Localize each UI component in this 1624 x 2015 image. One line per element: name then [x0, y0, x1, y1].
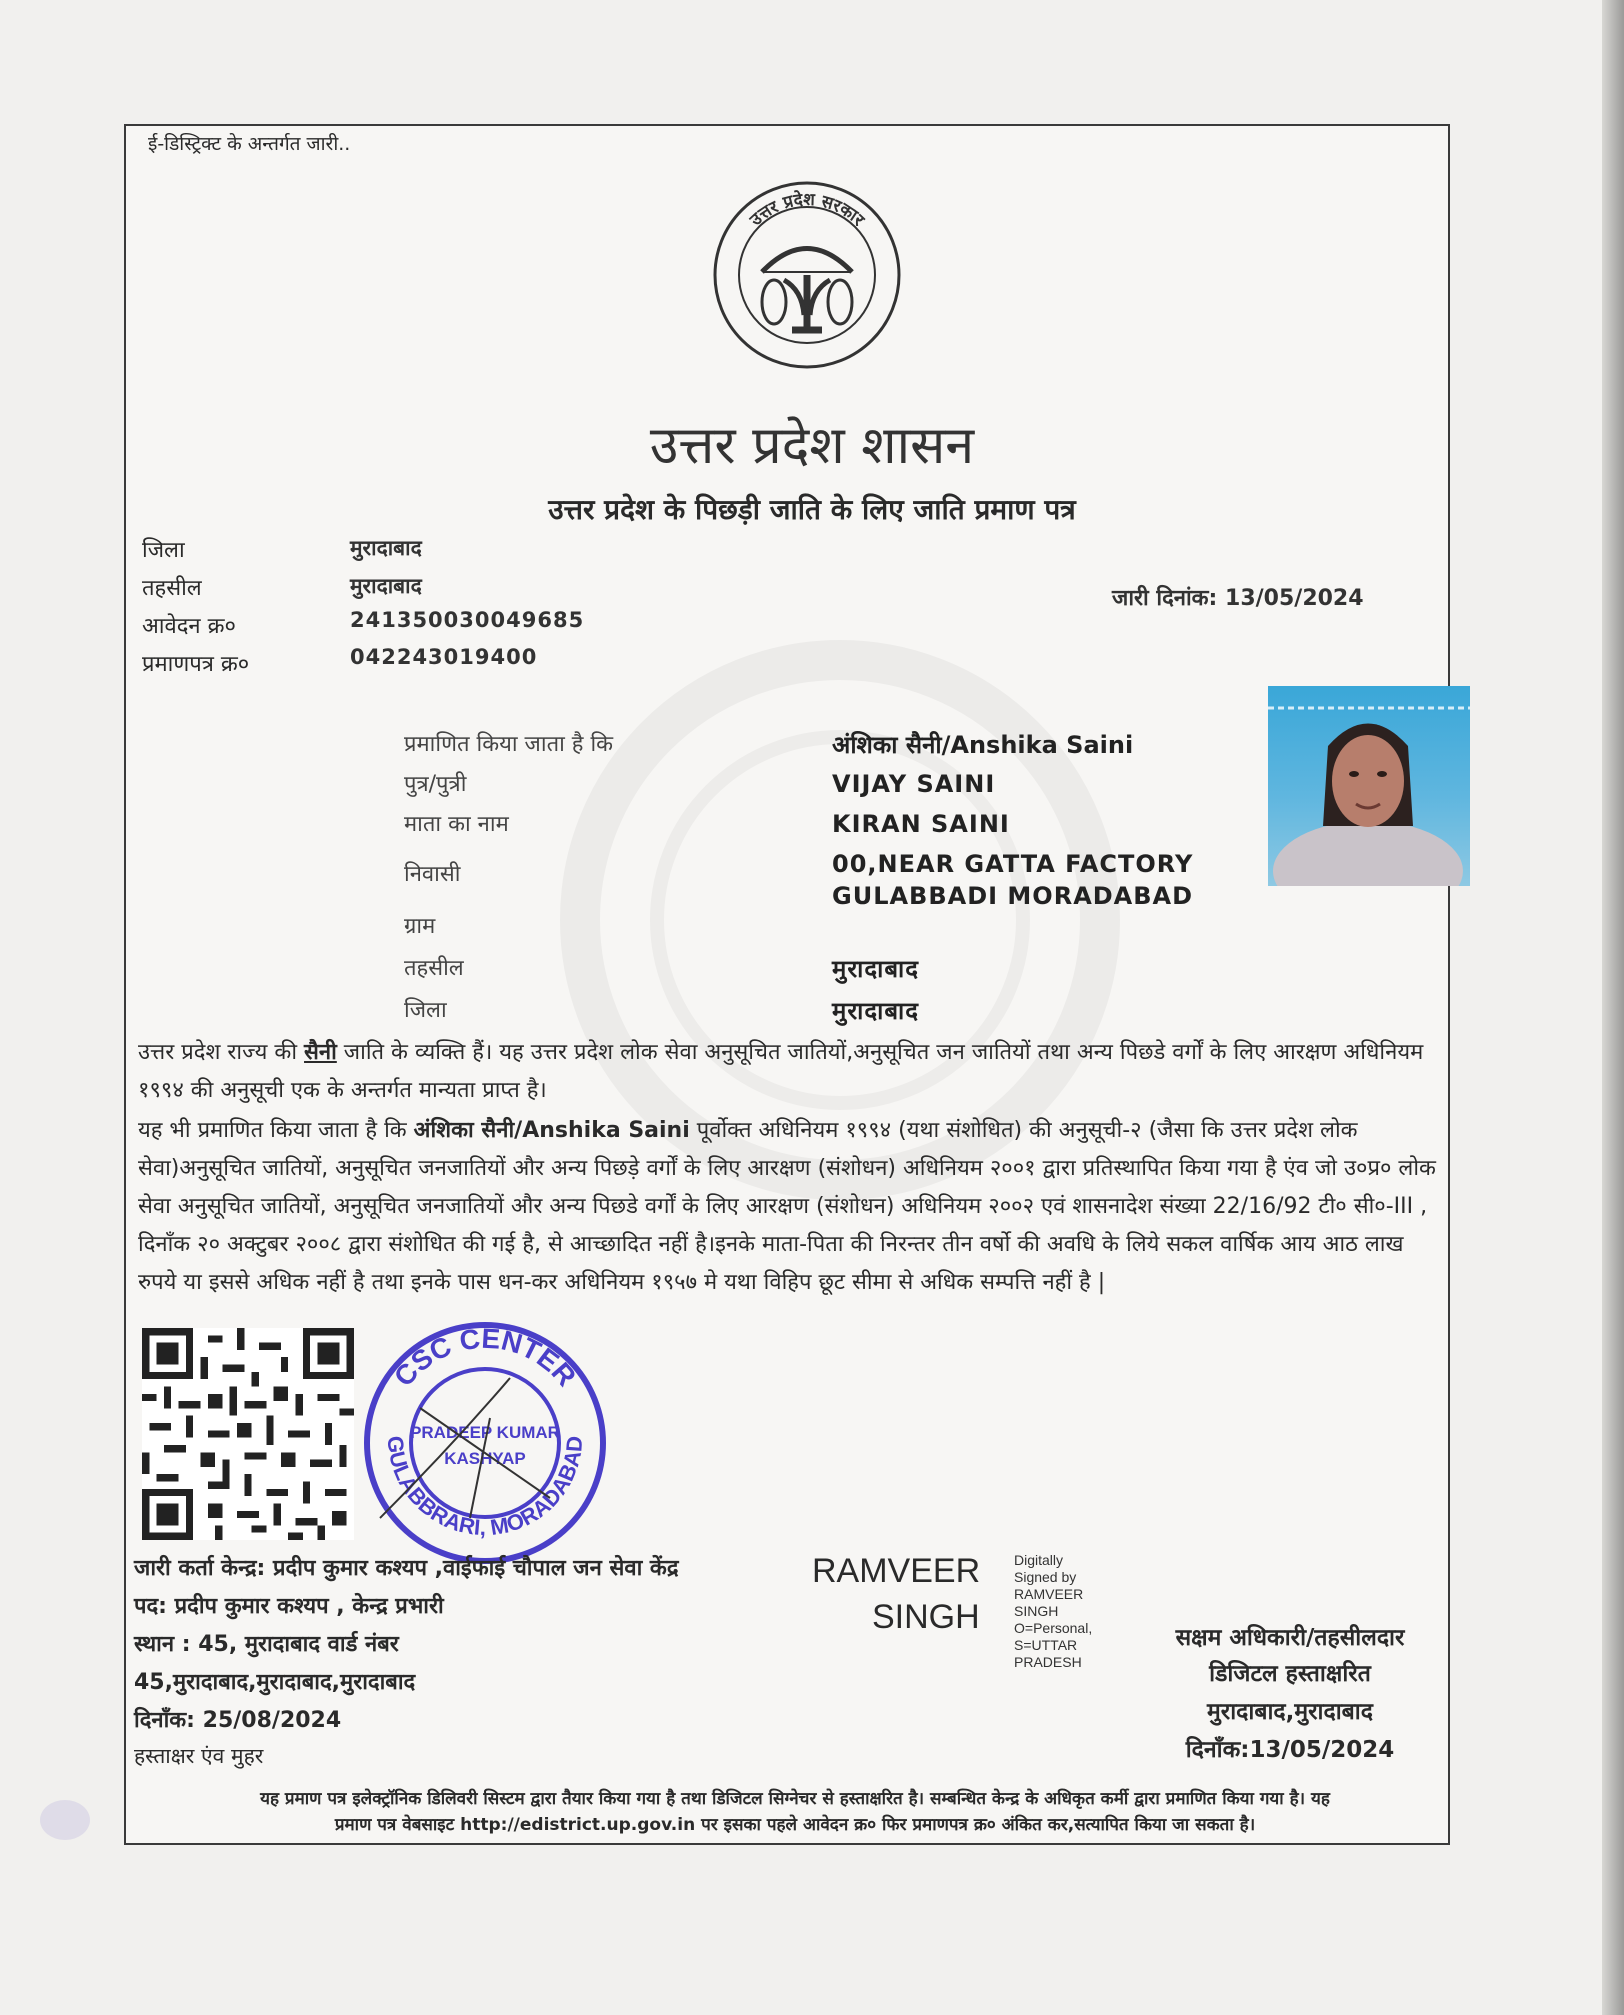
declaration-suffix: पूर्वोक्त अधिनियम १९९४ (यथा संशोधित) की अनुसूची-२ (जैसा कि उत्तर प्रदेश लोक सेवा)अनुसूचित जातियों, अनुसूचित जनजातियों और अन्य पिछड़े वर्गों के लिए आरक्षण (संशोधन) अधिनियम २००१ द्वारा प्रतिस्थापित किया गया है एंव जो उ०प्र० लोक सेवा अनुसूचित जातियों, अनुसूचित जनजातियों और अन्य पिछडे वर्गों के लिए आरक्षण (संशोधन) अधिनियम २००२ एवं शासनादेश संख्या 22/16/92 टी० सी०-III , दिनाँक २० अक्टुबर २००८ द्वारा संशोधित की गई है, से आच्छादित नहीं है।इनके माता-पिता की निरन्तर तीन वर्षो की अवधि के लिये सकल वार्षिक आय आठ लाख रुपये या इससे अधिक नहीं है तथा इनके पास धन-कर अधिनियम १९५७ मे यथा विहिप छूट सीमा से अधिक सम्पत्ति नहीं है |	[138, 1118, 1436, 1295]
field-mother-value: KIRAN SAINI	[832, 810, 1010, 838]
field-resident-label: निवासी	[404, 862, 461, 887]
footer-note-line1: यह प्रमाण पत्र इलेक्ट्रॉनिक डिलिवरी सिस्टम द्वारा तैयार किया गया है तथा डिजिटल सिग्नेचर से हस्ताक्षरित है। सम्बन्धित केन्द्र के अधिकृत कर्मी द्वारा प्रमाणित किया गया है। यह	[260, 1789, 1330, 1809]
declaration-name: अंशिका सैनी/Anshika Saini	[413, 1118, 690, 1143]
field-resident-line1: 00,NEAR GATTA FACTORY	[832, 850, 1194, 878]
caste-paragraph	[138, 1034, 1448, 1110]
field-tehsil-label: तहसील	[404, 956, 464, 981]
meta-district-label: जिला	[142, 538, 185, 563]
issue-date: जारी दिनांक: 13/05/2024	[1112, 586, 1364, 611]
stamp-outer-bottom: GULABBRARI, MORADABAD	[382, 1435, 588, 1541]
meta-certificate-label: प्रमाणपत्र क्र०	[142, 652, 250, 677]
authority-line1: सक्षम अधिकारी/तहसीलदार	[1175, 1625, 1405, 1651]
authority-line2: डिजिटल हस्ताक्षरित	[1209, 1661, 1371, 1687]
meta-tehsil-value: मुरादाबाद	[350, 574, 422, 598]
caste-paragraph-prefix: उत्तर प्रदेश राज्य की	[138, 1040, 305, 1065]
meta-district-value: मुरादाबाद	[350, 536, 422, 560]
applicant-photo	[1268, 686, 1470, 886]
meta-application-value: 241350030049685	[350, 608, 585, 632]
field-district-label: जिला	[404, 998, 447, 1023]
meta-application-label: आवेदन क्र०	[142, 614, 236, 639]
field-child-of-label: पुत्र/पुत्री	[404, 772, 467, 797]
declaration-paragraph	[138, 1112, 1448, 1302]
qr-code	[142, 1328, 354, 1540]
field-tehsil-value: मुरादाबाद	[832, 955, 920, 983]
paper-edge	[1602, 0, 1624, 2015]
stamp-outer-top: CSC CENTER	[387, 1322, 583, 1393]
declaration-prefix: यह भी प्रमाणित किया जाता है कि	[138, 1118, 414, 1143]
field-district-value: मुरादाबाद	[832, 997, 920, 1025]
stamp-name-line2: KASHYAP	[444, 1449, 526, 1468]
field-certified-label: प्रमाणित किया जाता है कि	[404, 732, 614, 757]
field-resident-line2: GULABBADI MORADABAD	[832, 882, 1194, 910]
issuer-place-line1: स्थान : 45, मुरादाबाद वार्ड नंबर	[134, 1632, 399, 1657]
authority-line3: मुरादाबाद,मुरादाबाद	[1207, 1699, 1373, 1725]
field-village-label: ग्राम	[404, 914, 436, 939]
footer-note-line2: प्रमाण पत्र वेबसाइट http://edistrict.up.gov.in पर इसका पहले आवेदन क्र० फिर प्रमाणपत्र क्र० अंकित कर,सत्यापित किया जा सकता है।	[334, 1815, 1256, 1835]
header-note: ई-डिस्ट्रिक्ट के अन्तर्गत जारी..	[148, 133, 351, 155]
ink-smudge	[40, 1800, 90, 1840]
document-title: उत्तर प्रदेश शासन	[649, 416, 975, 476]
field-mother-label: माता का नाम	[404, 812, 509, 837]
emblem-text: उत्तर प्रदेश सरकार	[746, 189, 869, 231]
meta-certificate-value: 042243019400	[350, 645, 538, 669]
caste-name: सैनी	[304, 1040, 337, 1065]
dsig-name-line1: RAMVEER	[812, 1552, 981, 1590]
issuer-centre: जारी कर्ता केन्द्र: प्रदीप कुमार कश्यप ,वाईफाई चौपाल जन सेवा केंद्र	[134, 1556, 679, 1581]
authority-line4: दिनाँक:13/05/2024	[1185, 1737, 1395, 1763]
document-subtitle: उत्तर प्रदेश के पिछड़ी जाति के लिए जाति प्रमाण पत्र	[548, 493, 1076, 526]
issuer-date: दिनाँक: 25/08/2024	[134, 1708, 342, 1733]
stamp-name-line1: PRADEEP KUMAR	[410, 1423, 560, 1442]
up-emblem-logo	[712, 180, 902, 370]
field-child-of-value: VIJAY SAINI	[832, 770, 996, 798]
issuer-place-line2: 45,मुरादाबाद,मुरादाबाद,मुरादाबाद	[134, 1670, 416, 1695]
svg-text:CSC CENTER	[388, 1323, 582, 1392]
caste-paragraph-suffix: जाति के व्यक्ति हैं। यह उत्तर प्रदेश लोक सेवा अनुसूचित जातियों,अनुसूचित जन जातियों तथा अन्य पिछडे वर्गों के लिए आरक्षण अधिनियम १९९४ की अनुसूची एक के अन्तर्गत मान्यता प्राप्त है।	[138, 1040, 1424, 1103]
dsig-name-line2: SINGH	[872, 1598, 980, 1636]
field-certified-value: अंशिका सैनी/Anshika Saini	[832, 731, 1134, 759]
issuer-sign-seal: हस्ताक्षर एंव मुहर	[134, 1744, 264, 1768]
csc-center-stamp	[360, 1318, 610, 1568]
meta-tehsil-label: तहसील	[142, 576, 202, 601]
issuer-post: पद: प्रदीप कुमार कश्यप , केन्द्र प्रभारी	[134, 1594, 444, 1619]
dsig-details: Digitally Signed by RAMVEER SINGH O=Personal, S=UTTAR PRADESH	[1014, 1552, 1093, 1670]
